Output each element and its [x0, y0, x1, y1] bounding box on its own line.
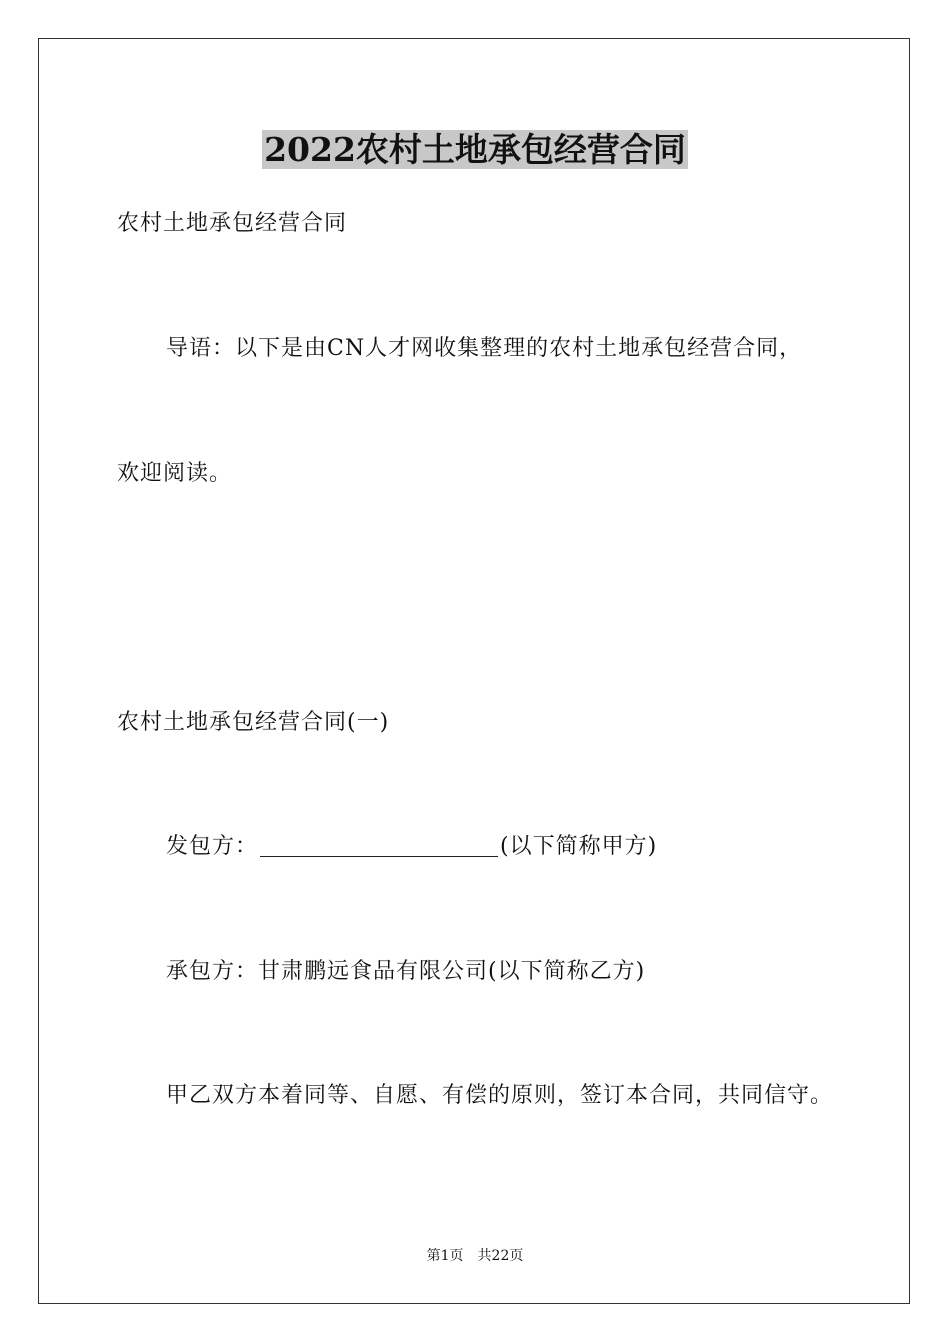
party-a-line — [166, 832, 657, 862]
party-b-line: 承包方：甘肃鹏远食品有限公司(以下简称乙方) — [166, 959, 646, 984]
principle-line: 甲乙双方本着同等、自愿、有偿的原则，签订本合同，共同信守。 — [166, 1083, 834, 1108]
page-total: 共22页 — [477, 1248, 524, 1264]
party-a-blank — [260, 834, 498, 857]
document-title — [0, 128, 950, 172]
page-current: 第1页 — [426, 1248, 464, 1264]
page-footer — [0, 1246, 950, 1266]
intro-line-1: 导语：以下是由CN人才网收集整理的农村土地承包经营合同， — [166, 336, 803, 361]
document-title-text: 2022农村土地承包经营合同 — [264, 130, 686, 169]
section-heading: 农村土地承包经营合同(一) — [117, 710, 390, 735]
party-a-label: 发包方： — [166, 834, 259, 859]
subtitle: 农村土地承包经营合同 — [117, 211, 348, 236]
party-a-suffix: (以下简称甲方) — [500, 834, 658, 859]
intro-line-2: 欢迎阅读。 — [117, 461, 233, 486]
